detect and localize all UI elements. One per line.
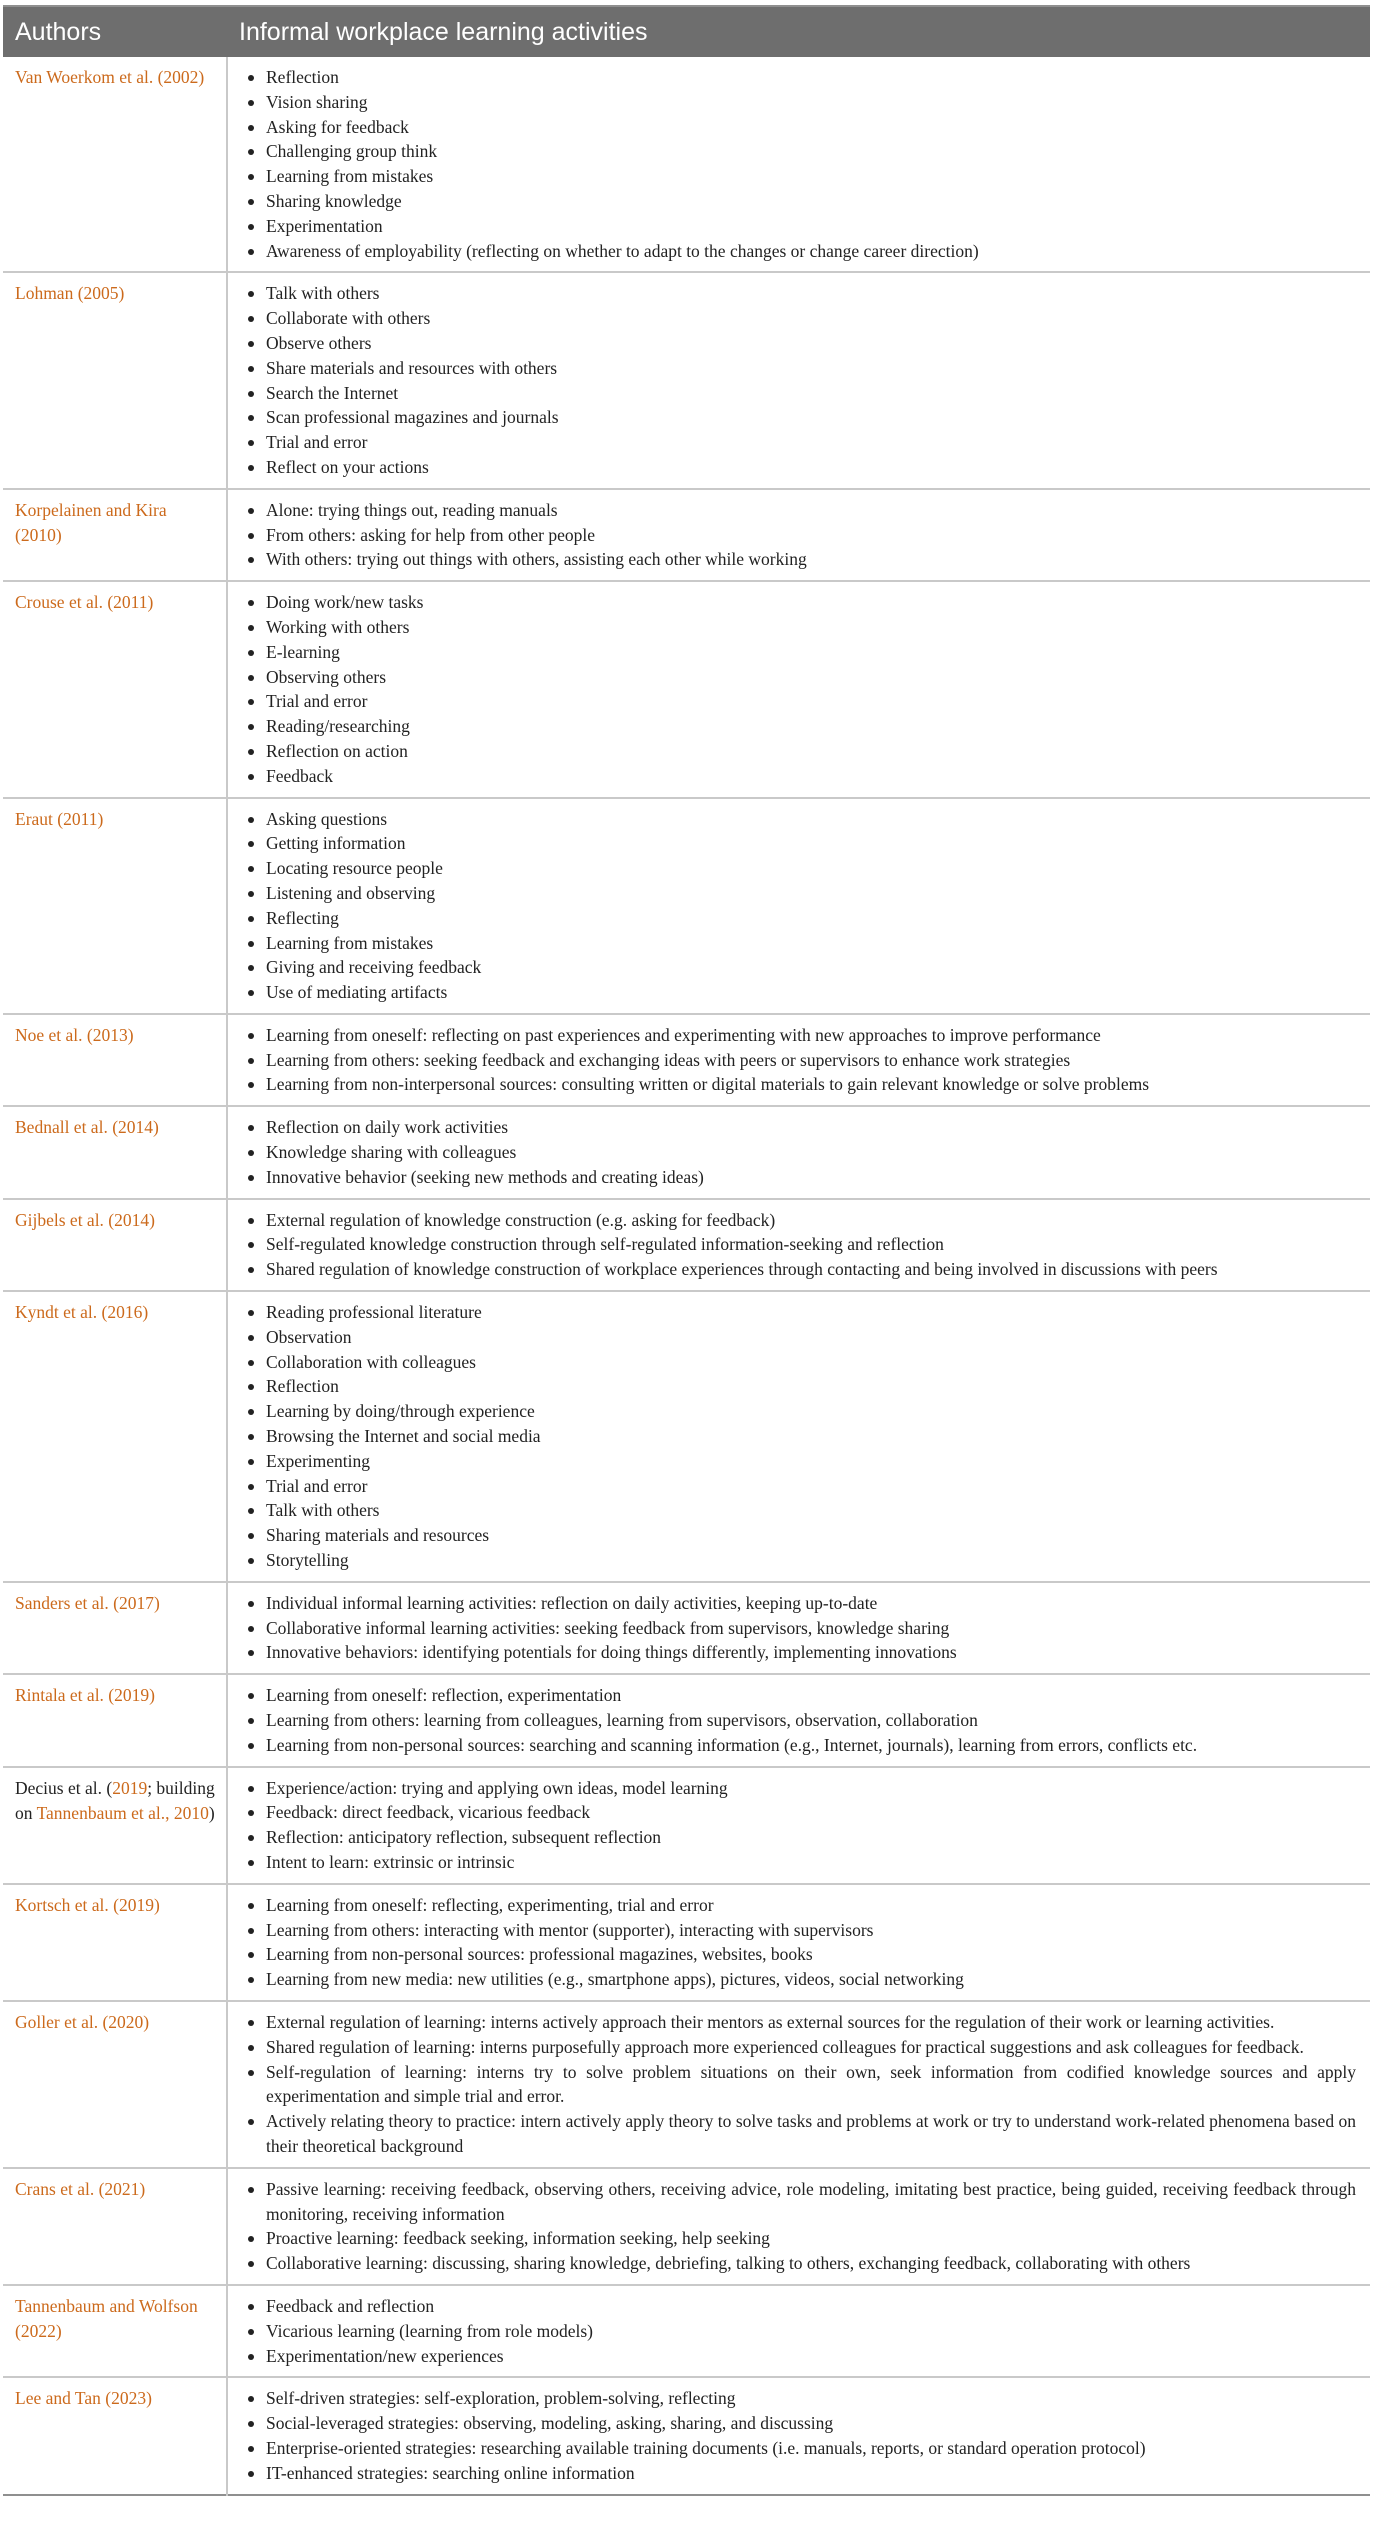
table-row (3, 272, 1370, 488)
table-row (3, 1674, 1370, 1766)
table-row (3, 2001, 1370, 2168)
list-item: Vision sharing (246, 90, 1356, 115)
author-citation[interactable]: Crouse et al. (2011) (3, 581, 227, 797)
list-item: Experimentation (246, 214, 1356, 239)
list-item: Collaborative learning: discussing, sharing knowledge, debriefing, talking to others, exchanging feedback, collaborating with others (246, 2251, 1356, 2276)
table-row (3, 1767, 1370, 1884)
activity-list (246, 281, 1356, 479)
list-item: Learning from non-personal sources: searching and scanning information (e.g., Internet, journals), learning from errors, conflicts etc. (246, 1733, 1356, 1758)
author-citation[interactable] (3, 1767, 227, 1884)
author-citation[interactable]: Lohman (2005) (3, 272, 227, 488)
activity-list (246, 1776, 1356, 1875)
table-row (3, 489, 1370, 581)
activity-list (246, 1023, 1356, 1097)
list-item: Feedback (246, 764, 1356, 789)
list-item: Collaborative informal learning activities: seeking feedback from supervisors, knowledge sharing (246, 1616, 1356, 1641)
activities-cell (227, 1199, 1370, 1291)
list-item: Learning by doing/through experience (246, 1399, 1356, 1424)
list-item: Observation (246, 1325, 1356, 1350)
activity-list (246, 1300, 1356, 1573)
list-item: Locating resource people (246, 856, 1356, 881)
activities-cell (227, 581, 1370, 797)
list-item: Shared regulation of learning: interns purposefully approach more experienced colleagues for practical suggestions and ask colleagues for feedback. (246, 2035, 1356, 2060)
list-item: External regulation of learning: interns actively approach their mentors as external sources for the regulation of their work or learning activities. (246, 2010, 1356, 2035)
table-row (3, 798, 1370, 1014)
author-citation[interactable]: Tannenbaum and Wolfson (2022) (3, 2285, 227, 2377)
table-row (3, 1884, 1370, 2001)
list-item: External regulation of knowledge construction (e.g. asking for feedback) (246, 1208, 1356, 1233)
list-item: Trial and error (246, 430, 1356, 455)
list-item: Learning from non-personal sources: professional magazines, websites, books (246, 1942, 1356, 1967)
table-row (3, 2285, 1370, 2377)
list-item: Working with others (246, 615, 1356, 640)
list-item: Individual informal learning activities: reflection on daily activities, keeping up-to-date (246, 1591, 1356, 1616)
list-item: Sharing materials and resources (246, 1523, 1356, 1548)
list-item: Vicarious learning (learning from role models) (246, 2319, 1356, 2344)
table-row (3, 1291, 1370, 1582)
list-item: Reflection: anticipatory reflection, subsequent reflection (246, 1825, 1356, 1850)
activity-list (246, 65, 1356, 263)
list-item: With others: trying out things with others, assisting each other while working (246, 547, 1356, 572)
list-item: Listening and observing (246, 881, 1356, 906)
author-citation[interactable]: Rintala et al. (2019) (3, 1674, 227, 1766)
list-item: Experimentation/new experiences (246, 2344, 1356, 2369)
list-item: Trial and error (246, 689, 1356, 714)
list-item: Reading professional literature (246, 1300, 1356, 1325)
table-row (3, 1106, 1370, 1198)
activity-list (246, 807, 1356, 1005)
activities-cell (227, 57, 1370, 272)
activity-list (246, 1683, 1356, 1757)
activity-list (246, 1115, 1356, 1189)
list-item: Trial and error (246, 1474, 1356, 1499)
list-item: Learning from new media: new utilities (e.g., smartphone apps), pictures, videos, social networking (246, 1967, 1356, 1992)
learning-activities-table (3, 5, 1370, 2496)
list-item: Self-regulation of learning: interns try to solve problem situations on their own, seek information from codified knowledge sources and apply experimentation and simple trial and error. (246, 2060, 1356, 2110)
table-row (3, 2377, 1370, 2494)
list-item: IT-enhanced strategies: searching online information (246, 2461, 1356, 2486)
list-item: Getting information (246, 831, 1356, 856)
list-item: Reflection (246, 65, 1356, 90)
list-item: Challenging group think (246, 139, 1356, 164)
list-item: Asking for feedback (246, 115, 1356, 140)
list-item: From others: asking for help from other people (246, 523, 1356, 548)
activity-list (246, 1208, 1356, 1282)
list-item: Actively relating theory to practice: intern actively apply theory to solve tasks and problems at work or try to understand work-related phenomena based on their theoretical background (246, 2109, 1356, 2159)
list-item: Sharing knowledge (246, 189, 1356, 214)
list-item: Self-regulated knowledge construction through self-regulated information-seeking and reflection (246, 1232, 1356, 1257)
list-item: Talk with others (246, 281, 1356, 306)
activity-list (246, 2177, 1356, 2276)
activity-list (246, 590, 1356, 788)
activity-list (246, 2010, 1356, 2159)
list-item: Passive learning: receiving feedback, observing others, receiving advice, role modeling, imitating best practice, being guided, receiving feedback through monitoring, receiving information (246, 2177, 1356, 2227)
activity-list (246, 1591, 1356, 1665)
activities-cell (227, 2285, 1370, 2377)
activities-cell (227, 1014, 1370, 1106)
list-item: Innovative behaviors: identifying potentials for doing things differently, implementing innovations (246, 1640, 1356, 1665)
activity-list (246, 498, 1356, 572)
list-item: Reflection (246, 1374, 1356, 1399)
table-row (3, 1014, 1370, 1106)
list-item: Feedback: direct feedback, vicarious feedback (246, 1800, 1356, 1825)
activities-cell (227, 1582, 1370, 1674)
activities-column-header: Informal workplace learning activities (227, 6, 1370, 57)
list-item: Alone: trying things out, reading manuals (246, 498, 1356, 523)
list-item: Reading/researching (246, 714, 1356, 739)
list-item: Reflecting (246, 906, 1356, 931)
list-item: Search the Internet (246, 381, 1356, 406)
list-item: Share materials and resources with others (246, 356, 1356, 381)
list-item: Scan professional magazines and journals (246, 405, 1356, 430)
list-item: Learning from oneself: reflecting, experimenting, trial and error (246, 1893, 1356, 1918)
list-item: Self-driven strategies: self-exploration, problem-solving, reflecting (246, 2386, 1356, 2411)
activities-cell (227, 1291, 1370, 1582)
list-item: Collaborate with others (246, 306, 1356, 331)
activities-cell (227, 2377, 1370, 2494)
list-item: Learning from mistakes (246, 164, 1356, 189)
author-citation[interactable]: Kortsch et al. (2019) (3, 1884, 227, 2001)
author-citation[interactable]: Goller et al. (2020) (3, 2001, 227, 2168)
table-row (3, 57, 1370, 272)
list-item: Shared regulation of knowledge construction of workplace experiences through contacting and being involved in discussions with peers (246, 1257, 1356, 1282)
header-row (3, 6, 1370, 57)
list-item: Learning from non-interpersonal sources: consulting written or digital materials to gain relevant knowledge or solve problems (246, 1072, 1356, 1097)
list-item: Awareness of employability (reflecting on whether to adapt to the changes or change career direction) (246, 239, 1356, 264)
activity-list (246, 1893, 1356, 1992)
list-item: Experience/action: trying and applying own ideas, model learning (246, 1776, 1356, 1801)
author-citation[interactable]: Crans et al. (2021) (3, 2168, 227, 2285)
list-item: Reflect on your actions (246, 455, 1356, 480)
list-item: Collaboration with colleagues (246, 1350, 1356, 1375)
list-item: Innovative behavior (seeking new methods and creating ideas) (246, 1165, 1356, 1190)
activities-cell (227, 272, 1370, 488)
author-citation[interactable]: Van Woerkom et al. (2002) (3, 57, 227, 272)
list-item: Reflection on daily work activities (246, 1115, 1356, 1140)
list-item: Learning from mistakes (246, 931, 1356, 956)
author-citation[interactable]: Eraut (2011) (3, 798, 227, 1014)
list-item: Learning from oneself: reflecting on past experiences and experimenting with new approaches to improve performance (246, 1023, 1356, 1048)
authors-column-header: Authors (3, 6, 227, 57)
table-row (3, 1582, 1370, 1674)
list-item: Feedback and reflection (246, 2294, 1356, 2319)
activities-cell (227, 1884, 1370, 2001)
list-item: Social-leveraged strategies: observing, modeling, asking, sharing, and discussing (246, 2411, 1356, 2436)
list-item: Talk with others (246, 1498, 1356, 1523)
activities-cell (227, 489, 1370, 581)
activities-cell (227, 2001, 1370, 2168)
list-item: Learning from others: learning from colleagues, learning from supervisors, observation, collaboration (246, 1708, 1356, 1733)
list-item: Enterprise-oriented strategies: researching available training documents (i.e. manuals, reports, or standard operation protocol) (246, 2436, 1356, 2461)
author-citation[interactable]: Noe et al. (2013) (3, 1014, 227, 1106)
citation-text: Decius et al. ( (15, 1777, 113, 1798)
list-item: Reflection on action (246, 739, 1356, 764)
list-item: Intent to learn: extrinsic or intrinsic (246, 1850, 1356, 1875)
list-item: Browsing the Internet and social media (246, 1424, 1356, 1449)
citation-text: ; building on (15, 1777, 215, 1823)
list-item: Learning from others: interacting with mentor (supporter), interacting with supervisors (246, 1918, 1356, 1943)
author-citation[interactable]: Sanders et al. (2017) (3, 1582, 227, 1674)
citation-link[interactable]: Tannenbaum et al., 2010 (36, 1802, 209, 1823)
author-citation[interactable]: Kyndt et al. (2016) (3, 1291, 227, 1582)
list-item: E-learning (246, 640, 1356, 665)
list-item: Observing others (246, 665, 1356, 690)
list-item: Proactive learning: feedback seeking, information seeking, help seeking (246, 2226, 1356, 2251)
list-item: Storytelling (246, 1548, 1356, 1573)
table-row (3, 1199, 1370, 1291)
list-item: Doing work/new tasks (246, 590, 1356, 615)
author-citation[interactable]: Bednall et al. (2014) (3, 1106, 227, 1198)
list-item: Knowledge sharing with colleagues (246, 1140, 1356, 1165)
activities-cell (227, 1674, 1370, 1766)
activities-cell (227, 2168, 1370, 2285)
citation-text: ) (208, 1802, 215, 1823)
activity-list (246, 2386, 1356, 2485)
list-item: Observe others (246, 331, 1356, 356)
list-item: Learning from others: seeking feedback and exchanging ideas with peers or supervisors to enhance work strategies (246, 1048, 1356, 1073)
list-item: Use of mediating artifacts (246, 980, 1356, 1005)
author-citation[interactable]: Lee and Tan (2023) (3, 2377, 227, 2494)
list-item: Experimenting (246, 1449, 1356, 1474)
author-citation[interactable]: Gijbels et al. (2014) (3, 1199, 227, 1291)
table-row (3, 581, 1370, 797)
activity-list (246, 2294, 1356, 2368)
list-item: Giving and receiving feedback (246, 955, 1356, 980)
activities-cell (227, 1767, 1370, 1884)
activities-cell (227, 798, 1370, 1014)
list-item: Learning from oneself: reflection, experimentation (246, 1683, 1356, 1708)
list-item: Asking questions (246, 807, 1356, 832)
author-citation[interactable]: Korpelainen and Kira (2010) (3, 489, 227, 581)
citation-link[interactable]: 2019 (112, 1777, 148, 1798)
activities-cell (227, 1106, 1370, 1198)
table-row (3, 2168, 1370, 2285)
